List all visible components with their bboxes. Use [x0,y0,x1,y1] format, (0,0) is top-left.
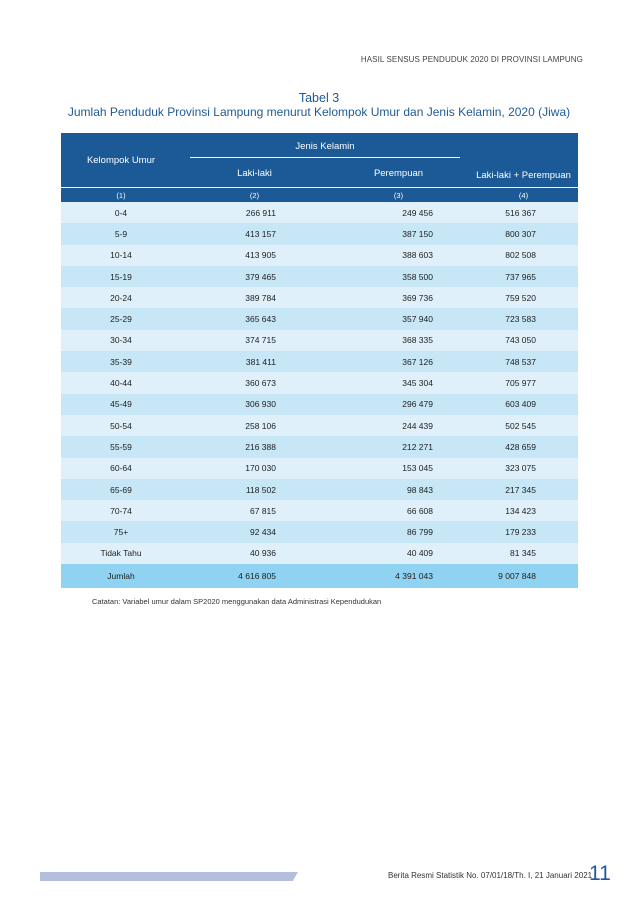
laki-laki-cell: 266 911 [181,202,328,223]
laki-laki-cell: 365 643 [181,308,328,329]
header-kelompok-umur: Kelompok Umur [61,133,181,188]
table-row [61,245,578,266]
laki-laki-cell: 413 157 [181,223,328,244]
table-row [61,479,578,500]
table-row [61,372,578,393]
perempuan-cell: 368 335 [328,330,469,351]
perempuan-cell: 345 304 [328,372,469,393]
total-label-cell: Jumlah [61,564,181,588]
laki-laki-cell: 306 930 [181,394,328,415]
total-cell: 603 409 [469,394,578,415]
age-group-cell: 40-44 [61,372,181,393]
header-laki-laki: Laki-laki [181,160,328,188]
perempuan-cell: 296 479 [328,394,469,415]
total-cell: 217 345 [469,479,578,500]
column-index: (4) [469,188,578,203]
column-index: (2) [181,188,328,203]
grand-total-cell: 9 007 848 [469,564,578,588]
total-cell: 502 545 [469,415,578,436]
age-group-cell: 25-29 [61,308,181,329]
age-group-cell: 5-9 [61,223,181,244]
laki-laki-cell: 360 673 [181,372,328,393]
header-perempuan: Perempuan [328,160,469,188]
perempuan-cell: 388 603 [328,245,469,266]
age-group-cell: Tidak Tahu [61,543,181,564]
table-row [61,543,578,564]
age-group-cell: 30-34 [61,330,181,351]
table-row [61,415,578,436]
laki-laki-cell: 40 936 [181,543,328,564]
perempuan-cell: 153 045 [328,458,469,479]
total-cell: 802 508 [469,245,578,266]
table-row [61,521,578,542]
laki-laki-cell: 216 388 [181,436,328,457]
laki-laki-cell: 381 411 [181,351,328,372]
laki-laki-cell: 413 905 [181,245,328,266]
age-group-cell: 55-59 [61,436,181,457]
table-row [61,500,578,521]
age-group-cell: 65-69 [61,479,181,500]
total-cell: 705 977 [469,372,578,393]
table-row [61,458,578,479]
total-cell: 179 233 [469,521,578,542]
header-jenis-kelamin-label: Jenis Kelamin [190,135,460,158]
laki-laki-cell: 258 106 [181,415,328,436]
total-cell: 134 423 [469,500,578,521]
population-table [61,133,578,588]
table-row [61,394,578,415]
table-row [61,202,578,223]
age-group-cell: 35-39 [61,351,181,372]
laki-laki-cell: 374 715 [181,330,328,351]
perempuan-cell: 387 150 [328,223,469,244]
perempuan-cell: 358 500 [328,266,469,287]
total-cell: 428 659 [469,436,578,457]
age-group-cell: 20-24 [61,287,181,308]
total-cell: 323 075 [469,458,578,479]
laki-laki-cell: 389 784 [181,287,328,308]
laki-laki-cell: 67 815 [181,500,328,521]
table-row [61,330,578,351]
total-cell: 748 537 [469,351,578,372]
age-group-cell: 10-14 [61,245,181,266]
perempuan-cell: 244 439 [328,415,469,436]
laki-laki-total-cell: 4 616 805 [181,564,328,588]
table-title: Tabel 3 [298,91,340,105]
perempuan-total-cell: 4 391 043 [328,564,469,588]
age-group-cell: 60-64 [61,458,181,479]
page-number: 11 [589,862,611,885]
total-cell: 759 520 [469,287,578,308]
table-note: Catatan: Variabel umur dalam SP2020 menggunakan data Administrasi Kependudukan [92,597,382,606]
perempuan-cell: 357 940 [328,308,469,329]
age-group-cell: 15-19 [61,266,181,287]
perempuan-cell: 212 271 [328,436,469,457]
total-cell: 800 307 [469,223,578,244]
table-row [61,351,578,372]
column-index: (1) [61,188,181,203]
total-cell: 516 367 [469,202,578,223]
total-row [61,564,578,588]
age-group-cell: 70-74 [61,500,181,521]
running-header: HASIL SENSUS PENDUDUK 2020 DI PROVINSI LAMPUNG [360,55,583,64]
perempuan-cell: 367 126 [328,351,469,372]
table-subtitle: Jumlah Penduduk Provinsi Lampung menurut Kelompok Umur dan Jenis Kelamin, 2020 (Jiwa) [67,105,571,119]
perempuan-cell: 98 843 [328,479,469,500]
table-row [61,287,578,308]
perempuan-cell: 86 799 [328,521,469,542]
column-index: (3) [328,188,469,203]
footer-decorative-bar [40,872,298,881]
total-cell: 723 583 [469,308,578,329]
table-row [61,266,578,287]
age-group-cell: 75+ [61,521,181,542]
perempuan-cell: 369 736 [328,287,469,308]
age-group-cell: 50-54 [61,415,181,436]
total-cell: 743 050 [469,330,578,351]
header-jenis-kelamin [181,133,469,160]
perempuan-cell: 249 456 [328,202,469,223]
laki-laki-cell: 118 502 [181,479,328,500]
table-row [61,308,578,329]
footer-citation: Berita Resmi Statistik No. 07/01/18/Th. I, 21 Januari 2021 [388,871,593,880]
table-row [61,436,578,457]
laki-laki-cell: 92 434 [181,521,328,542]
perempuan-cell: 40 409 [328,543,469,564]
age-group-cell: 45-49 [61,394,181,415]
perempuan-cell: 66 608 [328,500,469,521]
age-group-cell: 0-4 [61,202,181,223]
laki-laki-cell: 379 465 [181,266,328,287]
header-total: Laki-laki + Perempuan [469,133,578,188]
column-index-row [61,188,578,203]
table-row [61,223,578,244]
total-cell: 81 345 [469,543,578,564]
total-cell: 737 965 [469,266,578,287]
laki-laki-cell: 170 030 [181,458,328,479]
